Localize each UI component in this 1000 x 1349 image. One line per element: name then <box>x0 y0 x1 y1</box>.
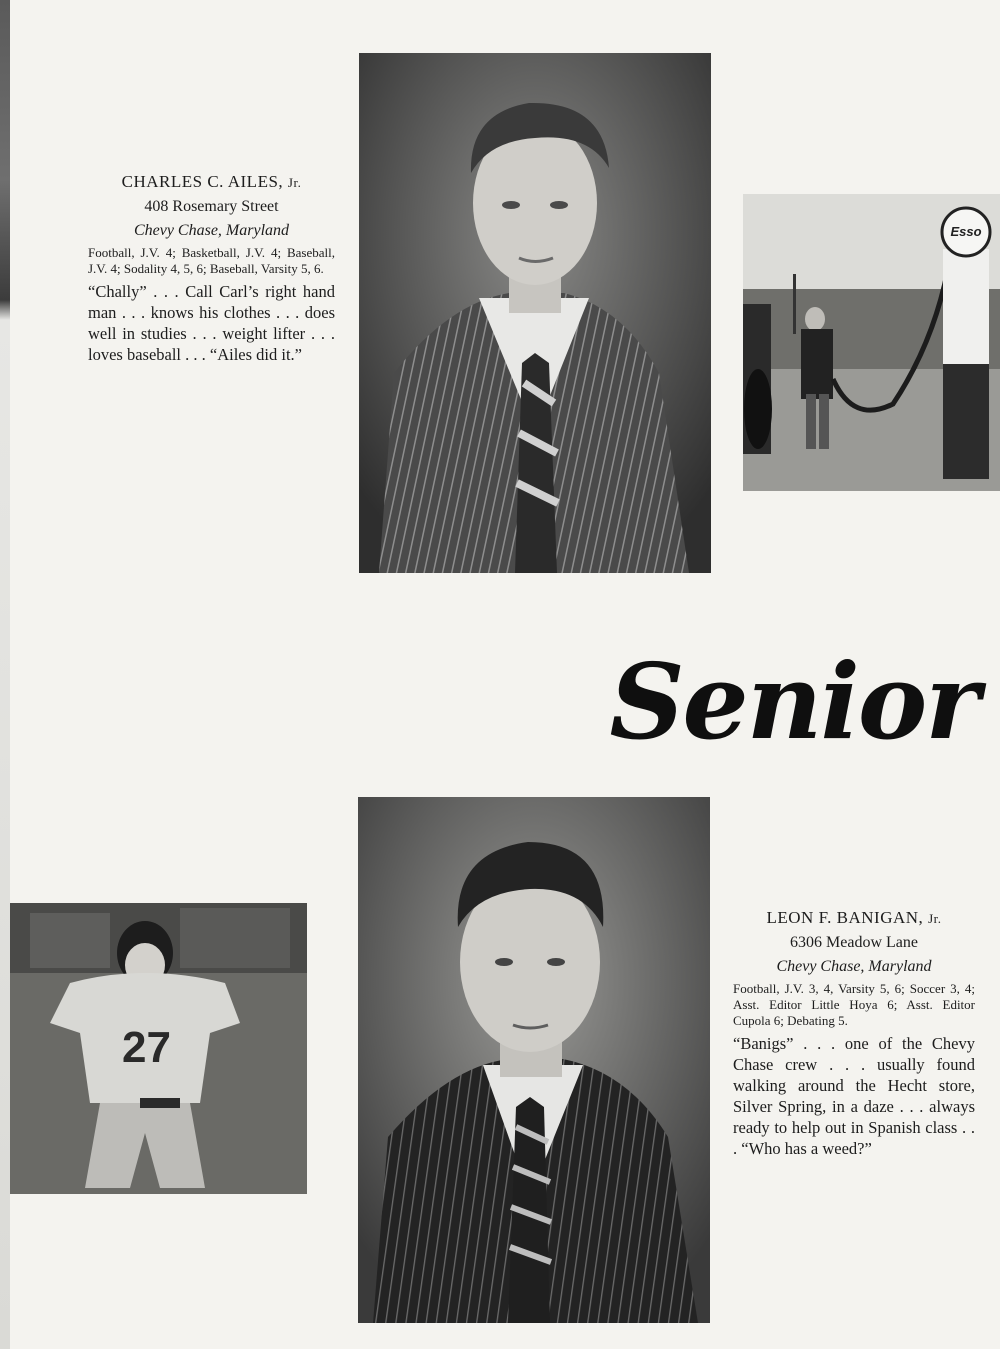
portrait-photo-ailes <box>359 53 711 573</box>
senior-bio-ailes <box>88 170 335 365</box>
senior-city: Chevy Chase, Maryland <box>776 958 932 975</box>
esso-sign-label: Esso <box>950 224 982 239</box>
candid-photo-football <box>10 903 307 1194</box>
senior-address: 6306 Meadow Lane <box>790 934 918 951</box>
senior-address: 408 Rosemary Street <box>144 198 279 215</box>
senior-name: LEON F. BANIGAN, Jr. <box>766 908 942 927</box>
senior-quip: “Banigs” . . . one of the Chevy Chase crew . . . usually found walking around the Hecht store, Silver Spring, in a daze . . . always ready to help out in Spanish class . . . “Who has a weed?” <box>733 1034 975 1158</box>
jersey-number: 27 <box>122 1023 171 1072</box>
page-edge <box>0 0 10 1349</box>
senior-activities: Football, J.V. 3, 4, Varsity 5, 6; Soccer 3, 4; Asst. Editor Little Hoya 6; Asst. Editor Cupola 6; Debating 5. <box>733 981 975 1028</box>
senior-bio-banigan <box>733 906 975 1159</box>
senior-quip: “Chally” . . . Call Carl’s right hand man . . . knows his clothes . . . does well in studies . . . weight lifter . . . loves baseball . . . “Ailes did it.” <box>88 282 335 364</box>
senior-activities: Football, J.V. 4; Basketball, J.V. 4; Baseball, J.V. 4; Sodality 4, 5, 6; Baseball, Varsity 5, 6. <box>88 245 335 276</box>
page-heading: Senior <box>609 640 978 763</box>
senior-name: CHARLES C. AILES, Jr. <box>121 172 302 191</box>
candid-photo-gas-pump <box>743 194 1000 491</box>
senior-city: Chevy Chase, Maryland <box>133 222 290 239</box>
portrait-photo-banigan <box>358 797 710 1323</box>
